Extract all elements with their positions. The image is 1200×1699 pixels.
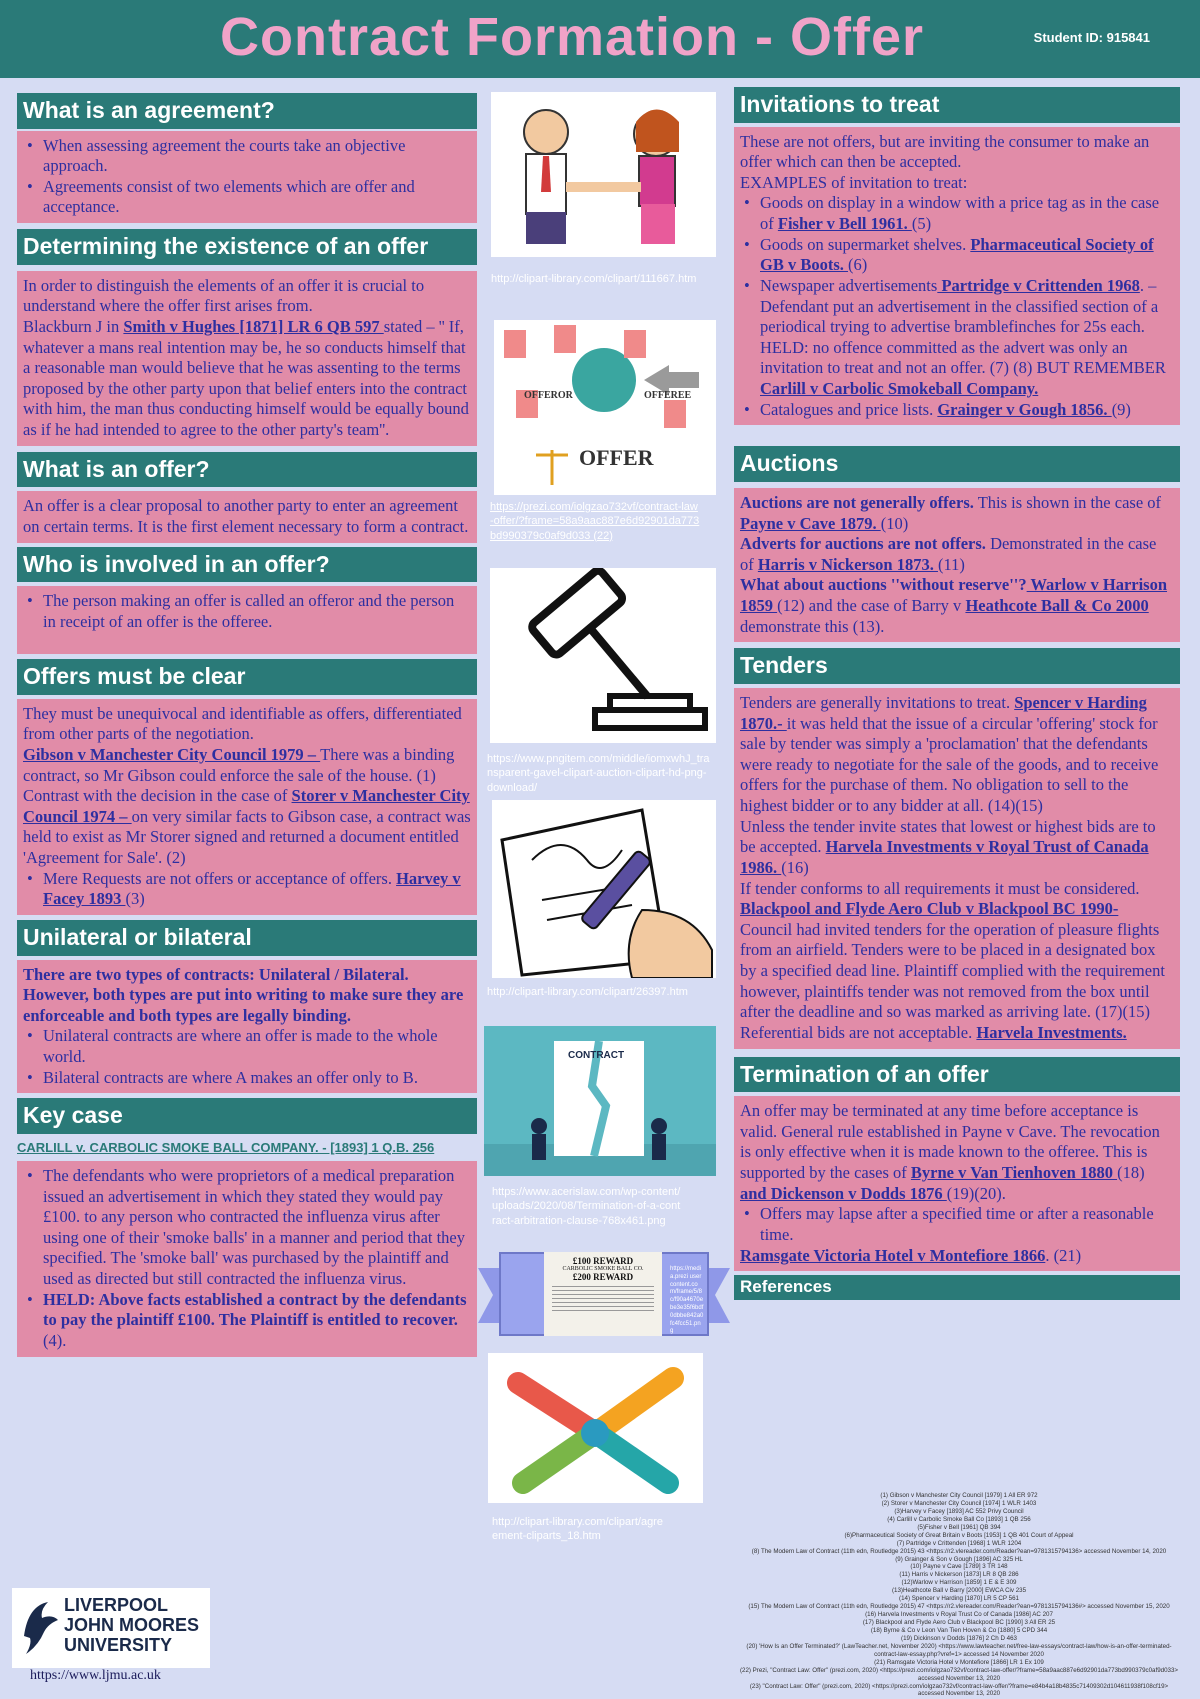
reference-item: (5)Fisher v Bell [1961] QB 394 <box>917 1523 1001 1531</box>
case-citation[interactable]: Spencer v Harding 1870.- <box>740 692 1147 733</box>
image-caption[interactable]: http://clipart-library.com/clipart/26397.htm <box>487 986 688 998</box>
page-title: Contract Formation - Offer <box>220 7 925 67</box>
reference-item: (10) Payne v Cave [1789] 3 TR 148 <box>910 1563 1008 1571</box>
image-caption[interactable]: http://clipart-library.com/clipart/agreement-cliparts_18.htm <box>492 1516 663 1543</box>
unilateral-intro: There are two types of contracts: Unilateral / Bilateral. However, both types are put into writing to make sure they are enforceable and both types are legally binding. <box>23 964 464 1025</box>
handshake-icon <box>491 92 716 257</box>
offer-diagram-icon <box>494 320 716 495</box>
case-citation[interactable]: Payne v Cave 1879. <box>740 513 881 533</box>
reference-item: (17) Blackpool and Flyde Aero Club v Blackpool BC [1990] 3 All ER 25 <box>862 1619 1056 1626</box>
agreement-box <box>17 131 477 224</box>
contract-label: CONTRACT <box>568 1050 625 1061</box>
list-item: • When assessing agreement the courts take an objective approach. <box>23 136 471 177</box>
termination-box: An offer may be terminated at any time before acceptance is valid. General rule established in Payne v Cave. The revocation is only effective when it is made known to the offeree. This is supported by the cases of Byrne v Van Tienhoven 1880 (18) and Dickenson v Dodds 1876 (19)(20). • Offers may lapse after a specified time or after a reasonable time. Ramsgate Victoria Hotel v Montefiore 1866. (21) <box>734 1096 1180 1271</box>
signing-image <box>492 800 716 978</box>
clear-box <box>17 699 477 915</box>
itt-box <box>734 127 1180 426</box>
contract-tear-image <box>484 1026 716 1176</box>
case-citation[interactable]: Blackpool and Flyde Aero Club v Blackpool BC 1990- <box>740 899 1119 919</box>
case-citation[interactable]: Pharmaceutical Society of GB v Boots. <box>760 234 1154 275</box>
case-citation[interactable]: Ramsgate Victoria Hotel v Montefiore 1866 <box>740 1245 1046 1265</box>
existence-p1: In order to distinguish the elements of an offer it is crucial to understand where the offer first arises from. <box>23 275 425 316</box>
case-citation[interactable]: Storer v Manchester City Council 1974 – <box>23 786 470 826</box>
itt-heading: Invitations to treat <box>734 87 1180 123</box>
left-column <box>17 93 477 1357</box>
list-item: • The defendants who were proprietors of a medical preparation issued an advertisement in which they stated they would pay £100. to any person who contracted the influenza virus after using one of their 'smoke balls' in a manner and period that they specified. The 'smoke ball' was purchased by the plaintiff and used as directed but still contracted the influenza virus. <box>23 1166 471 1290</box>
reward-poster-image: £100 REWARD CARBOLIC SMOKE BALL CO. £200 REWARD <box>544 1252 662 1336</box>
reference-item: (18) Byrne & Co v Leon Van Tien Hoven & Co [1880] 5 CPD 344 <box>870 1626 1048 1634</box>
reference-item: (19) Dickinson v Dodds [1876] 2 Ch D 463 <box>901 1634 1017 1642</box>
reference-item: (4) Carlill v Carbolic Smoke Ball Co [1893] 1 QB 256 <box>887 1515 1031 1523</box>
references-heading: References <box>734 1275 1180 1299</box>
itt-intro: These are not offers, but are inviting the consumer to make an offer which can then be accepted. <box>740 131 1150 172</box>
signing-pen-icon <box>492 800 716 978</box>
list-item: • The person making an offer is called an offeror and the person in receipt of an offer is the offeree. <box>23 591 471 632</box>
keycase-citation[interactable]: CARLILL v. CARBOLIC SMOKE BALL COMPANY. - [1893] 1 Q.B. 256 <box>17 1139 435 1155</box>
list-item: • Mere Requests are not offers or acceptance of offers. Harvey v Facey 1893 (3) <box>23 869 471 910</box>
reference-item: (8) The Modern Law of Contract (11th edn, Routledge 2015) 43 <https://r2.vlereader.com/Reader?ean=9781315794136> accessed November 14, 2020 <box>751 1547 1167 1555</box>
university-url[interactable]: https://www.ljmu.ac.uk <box>30 1668 161 1683</box>
existence-box <box>17 271 477 446</box>
torn-contract-icon <box>484 1026 716 1176</box>
image-caption[interactable]: https://www.pngitem.com/middle/iomxwhJ_transparent-gavel-clipart-auction-clipart-hd-png-download/ <box>487 753 710 794</box>
handshake-image <box>491 92 716 257</box>
reference-item: (9) Grainger & Son v Gough [1896] AC 325 HL <box>895 1555 1023 1563</box>
case-citation[interactable]: Grainger v Gough 1856. <box>937 399 1112 419</box>
references-list <box>738 1492 1180 1698</box>
reference-item: (7) Partridge v Crittenden [1968] 1 WLR 1204 <box>896 1539 1022 1547</box>
list-item: • Newspaper advertisements Partridge v Crittenden 1968. – Defendant put an advertisement in the classified section of a periodical trying to advertise bramblefinches for 25s each. HELD: no offence committed as the advert was only an invitation to treat and not an offer. (7) (8) BUT REMEMBER Carlill v Carbolic Smokeball Company. <box>740 276 1174 400</box>
tenders-box: Tenders are generally invitations to treat. Spencer v Harding 1870.- it was held that the issue of a circular 'offering' stock for sale by tender was simply a 'proclamation' that the defendants were ready to negotiate for the sale of the goods, and to receive offers for the purchase of them. No obligation to sell to the highest bidder or to any bidder at all. (14)(15) Unless the tender invite states that lowest or highest bids are to be accepted. Harvela Investments v Royal Trust of Canada 1986. (16) If tender conforms to all requirements it must be considered. Blackpool and Flyde Aero Club v Blackpool BC 1990- Council had invited tenders for the operation of pleasure flights from an airfield. Tenders were to be placed in a designated box by a specified dead line. Plaintiff complied with the requirement however, plaintiffs tender was not removed from the box until after the deadline and so was marked as arriving late. (17)(15) Referential bids are not acceptable. Harvela Investments. <box>734 688 1180 1049</box>
unilateral-heading: Unilateral or bilateral <box>17 920 477 956</box>
case-citation[interactable]: Byrne v Van Tienhoven 1880 <box>910 1163 1118 1182</box>
reference-item: (1) Gibson v Manchester City Council [1979] 1 All ER 972 <box>880 1492 1038 1499</box>
list-item: • Offers may lapse after a specified time or after a reasonable time. <box>740 1204 1174 1245</box>
case-citation[interactable]: Harris v Nickerson 1873. <box>757 554 938 574</box>
list-item: • Goods on supermarket shelves. Pharmaceutical Society of GB v Boots. (6) <box>740 235 1174 276</box>
reference-item: (2) Storer v Manchester City Council [1974] 1 WLR 1403 <box>881 1499 1037 1507</box>
case-citation[interactable]: Gibson v Manchester City Council 1979 – <box>23 744 321 764</box>
clear-p2: Gibson v Manchester City Council 1979 – There was a binding contract, so Mr Gibson could enforce the sale of the house. (1) <box>23 744 455 785</box>
image-caption[interactable]: https://media.prezi usercontent.com/frame/5/8c/f90a4670ebe3e35f6bdf0dbbe842a0fc4fcc51.png <box>670 1266 704 1335</box>
clear-p3: Contrast with the decision in the case of Storer v Manchester City Council 1974 – on very similar facts to Gibson case, a contract was held to exist as Mr Storer signed and returned a document entitled 'Agreement for Sale'. (2) <box>23 786 471 868</box>
case-citation[interactable]: Harvela Investments v Royal Trust of Canada 1986. <box>740 837 1149 877</box>
gavel-image <box>490 568 716 743</box>
who-box <box>17 586 477 654</box>
reference-item: (21) Ramsgate Victoria Hotel v Montefiore [1866] LR 1 Ex 109 <box>874 1658 1044 1666</box>
case-citation[interactable]: Smith v Hughes [1871] LR 6 QB 597 <box>123 316 384 336</box>
case-citation[interactable]: Fisher v Bell 1961. <box>777 214 912 234</box>
case-citation[interactable]: and Dickenson v Dodds 1876 <box>740 1183 947 1203</box>
case-citation[interactable]: Carlill v Carbolic Smokeball Company. <box>760 379 1039 399</box>
list-item: • Unilateral contracts are where an offer is made to the whole world. <box>23 1026 471 1067</box>
offeree-label: OFFEREE <box>644 390 692 401</box>
offer-label: OFFER <box>579 445 654 470</box>
reference-item: (6)Pharmaceutical Society of Great Britain v Boots [1953] 1 QB 401 Court of Appeal <box>844 1531 1074 1539</box>
termination-heading: Termination of an offer <box>734 1057 1180 1093</box>
offeror-label: OFFEROR <box>524 390 573 401</box>
image-caption[interactable]: https://prezi.com/iolgzao732vf/contract-law-offer/?frame=58a9aac887e6d92901da773bd990379c0af9d033 (22) <box>490 501 700 542</box>
auctions-box: Auctions are not generally offers. This is shown in the case of Payne v Cave 1879. (10) Adverts for auctions are not offers. Demonstrated in the case of Harris v Nickerson 1873. (11) What about auctions ''without reserve''? Warlow v Harrison 1859 (12) and the case of Barry v Heathcote Ball & Co 2000 demonstrate this (13). <box>734 488 1180 642</box>
list-item: • Bilateral contracts are where A makes an offer only to B. <box>23 1068 471 1089</box>
auctions-heading: Auctions <box>734 446 1180 482</box>
reference-item: (16) Harvela Investments v Royal Trust Co of Canada [1986] AC 207 <box>865 1611 1053 1619</box>
gavel-icon <box>490 568 716 743</box>
header-banner <box>0 0 1200 78</box>
case-citation[interactable]: Partridge v Crittenden 1968 <box>937 275 1140 295</box>
image-caption[interactable]: https://www.acerislaw.com/wp-content/uploads/2020/08/Termination-of-a-contract-arbitration-clause-768x461.png <box>492 1186 681 1227</box>
reference-item: (12)Warlow v Harrison [1859] 1 E & E 309 <box>901 1579 1017 1587</box>
clear-p1: They must be unequivocal and identifiable as offers, differentiated from other parts of the negotiation. <box>23 703 462 744</box>
list-item: • Goods on display in a window with a price tag as in the case of Fisher v Bell 1961. (5) <box>740 193 1174 234</box>
offer-diagram-image <box>494 320 716 495</box>
unilateral-box <box>17 960 477 1094</box>
image-caption[interactable]: http://clipart-library.com/clipart/111667.htm <box>491 273 697 285</box>
existence-heading: Determining the existence of an offer <box>17 229 477 265</box>
reference-item: (23) "Contract Law: Offer" (prezi.com, 2020) <https://prezi.com/iolgzao732vf/contract-law-offer/?frame=e84b4a18b4835c71409302d104611938f108cf19> accessed November 13, 2020 <box>749 1682 1169 1698</box>
existence-p2: Blackburn J in Smith v Hughes [1871] LR 6 QB 597 stated – '' If, whatever a mans real intention may be, he so conducts himself that a reasonable man would believe that he was assenting to the terms proposed by the other party upon that belief enters into the contract with him, the man thus conducting himself would be equally bound as if he had intended to agree to the other party's team''. <box>23 316 469 440</box>
clear-heading: Offers must be clear <box>17 659 477 695</box>
agreement-heading: What is an agreement? <box>17 93 477 129</box>
keycase-box <box>17 1161 477 1357</box>
right-column <box>734 87 1180 1300</box>
reference-item: (11) Harris v Nickerson [1873] LR 8 QB 286 <box>899 1571 1019 1579</box>
what-offer-heading: What is an offer? <box>17 452 477 488</box>
case-citation[interactable]: Harvey v Facey 1893 <box>43 868 461 909</box>
list-item: • HELD: Above facts established a contract by the defendants to pay the plaintiff £100. The Plaintiff is entitled to recover. (4). <box>23 1290 471 1352</box>
tenders-heading: Tenders <box>734 648 1180 684</box>
reference-item: (3)Harvey v Facey [1893] AC 552 Privy Council <box>894 1507 1024 1515</box>
hands-teamwork-icon <box>488 1353 703 1503</box>
hands-image <box>488 1353 703 1503</box>
reference-item: (20) 'How Is an Offer Terminated?' (LawTeacher.net, November 2020) <https://www.lawteacher.net/free-law-essays/contract-law/how-is-an-offer-terminated-contract-law-essay.php?vref=1> accessed 14 November 2020 <box>746 1642 1172 1658</box>
keycase-heading: Key case <box>17 1098 477 1134</box>
liver-bird-icon <box>18 1596 62 1660</box>
what-offer-box: An offer is a clear proposal to another party to enter an agreement on certain terms. It is the first element necessary to form a contract. <box>17 491 477 542</box>
itt-examples: EXAMPLES of invitation to treat: <box>740 172 968 192</box>
reference-item: (13)Heathcote Ball v Barry [2000] EWCA Civ 235 <box>891 1587 1027 1595</box>
logo-text: LIVERPOOL JOHN MOORES UNIVERSITY <box>64 1595 200 1655</box>
reference-item: (14) Spencer v Harding [1870] LR 5 CP 561 <box>899 1595 1019 1603</box>
who-heading: Who is involved in an offer? <box>17 547 477 583</box>
list-item: • Agreements consist of two elements which are offer and acceptance. <box>23 177 471 218</box>
case-citation[interactable]: Harvela Investments. <box>976 1022 1127 1042</box>
university-logo <box>12 1588 210 1668</box>
reference-item: (22) Prezi, "Contract Law: Offer" (prezi.com, 2020) <https://prezi.com/iolgzao732vf/contract-law-offer/?frame=58a9aac887e6d92901da773bd990379c0af9d033> accessed November 13, 2020 <box>739 1666 1179 1682</box>
reference-item: (15) The Modern Law of Contract (11th edn, Routledge 2015) 47 <https://r2.vlereader.com/Reader?ean=9781315794136#> accessed November 15, 2020 <box>748 1603 1170 1611</box>
case-citation[interactable]: Warlow v Harrison 1859 <box>740 575 1168 616</box>
case-citation[interactable]: Heathcote Ball & Co 2000 <box>965 596 1149 616</box>
list-item: • Catalogues and price lists. Grainger v Gough 1856. (9) <box>740 400 1174 421</box>
student-id: Student ID: 915841 <box>1033 30 1150 45</box>
